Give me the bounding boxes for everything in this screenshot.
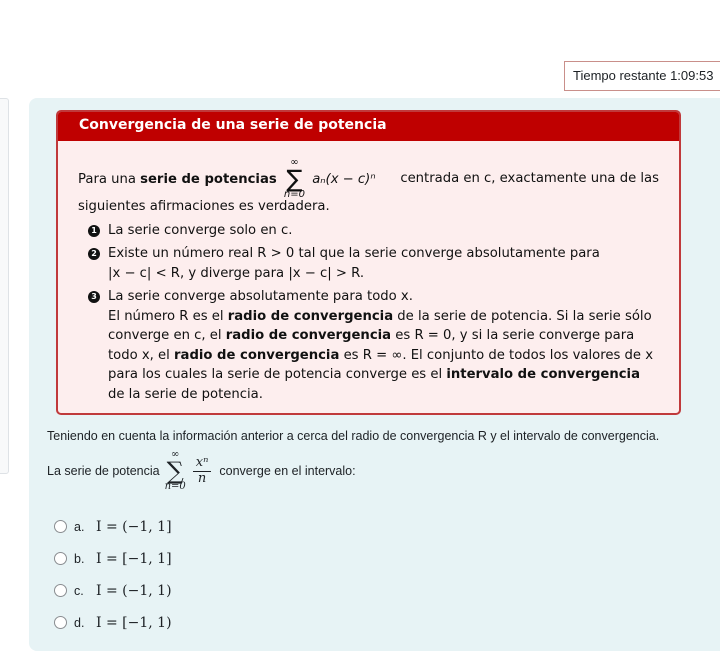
question-card (29, 98, 720, 651)
radio-button[interactable] (54, 552, 67, 565)
statement-list (78, 221, 659, 405)
number-badge-icon: 2 (88, 248, 100, 260)
option-c[interactable]: c. I = (−1, 1) (54, 580, 172, 601)
theorem-intro: Para una serie de potencias ∞ ∑ n=0 aₙ(x − c)ⁿ centrada en c, exactamente una de las (78, 157, 659, 200)
radio-button[interactable] (54, 584, 67, 597)
option-a[interactable]: a. I = (−1, 1] (54, 516, 172, 537)
number-badge-icon: 3 (88, 291, 100, 303)
list-item: 2 Existe un número real R > 0 tal que la serie converge absolutamente para |x − c| < R, y diverge para |x − c| > R. (88, 244, 659, 283)
option-d[interactable]: d. I = [−1, 1) (54, 612, 172, 633)
summation-symbol: ∞ ∑ n=0 (164, 449, 186, 492)
fraction: $\frac{\text{xⁿ}}{n}$ (193, 456, 212, 487)
radio-button[interactable] (54, 520, 67, 533)
radio-button[interactable] (54, 616, 67, 629)
question-prompt: La serie de potencia ∞ ∑ n=0 $\frac{\text{xⁿ}}{n}$ converge en el intervalo: (47, 449, 356, 492)
definition-paragraph: El número R es el radio de convergencia de la serie de potencia. Si la serie sólo converge en c, el radio de convergencia es R = 0, y si la serie converge para todo x, el radio de convergencia es R = ∞. El conjunto de todos los valores de x para los cuales la serie de potencia converge es el intervalo de convergencia de la serie de potencia. (108, 308, 653, 402)
number-badge-icon: 1 (88, 225, 100, 237)
timer-label: Tiempo restante (573, 68, 667, 83)
answer-options (54, 516, 172, 644)
series-term: aₙ(x − c)ⁿ (312, 172, 376, 187)
theorem-title: Convergencia de una serie de potencia (58, 112, 679, 141)
theorem-box: Convergencia de una serie de potencia Para una serie de potencias ∞ ∑ n=0 aₙ(x − c)ⁿ centrada en c, exactamente una de las siguientes afirmaciones es verdadera. 1 La serie converge solo en c. 2 Existe un número real R > 0 tal que la serie converge absolutamente para |x − c| < R, y diverge para |x − c| > R. 3 La serie converge absolutamente para todo x. El número R es el radio de convergencia de la serie de potencia. Si la serie sólo converge en c, el radio de convergencia es R = 0, y si la serie converge para todo x, el radio de convergencia es R = ∞. El conjunto de todos los valores de x para los cuales la serie de potencia converge es el intervalo de convergencia de la serie de potencia. (56, 110, 681, 415)
list-item: 1 La serie converge solo en c. (88, 221, 659, 241)
question-context: Teniendo en cuenta la información anterior a cerca del radio de convergencia R y el intervalo de convergencia. (47, 429, 660, 443)
list-item: 3 La serie converge absolutamente para todo x. (88, 287, 659, 307)
option-b[interactable]: b. I = [−1, 1] (54, 548, 172, 569)
bold-term: serie de potencias (140, 172, 277, 187)
timer-value: 1:09:53 (670, 68, 714, 83)
summation-symbol: ∞ ∑ n=0 (283, 157, 305, 200)
quiz-navigation-panel (0, 98, 9, 474)
time-remaining (564, 61, 720, 91)
